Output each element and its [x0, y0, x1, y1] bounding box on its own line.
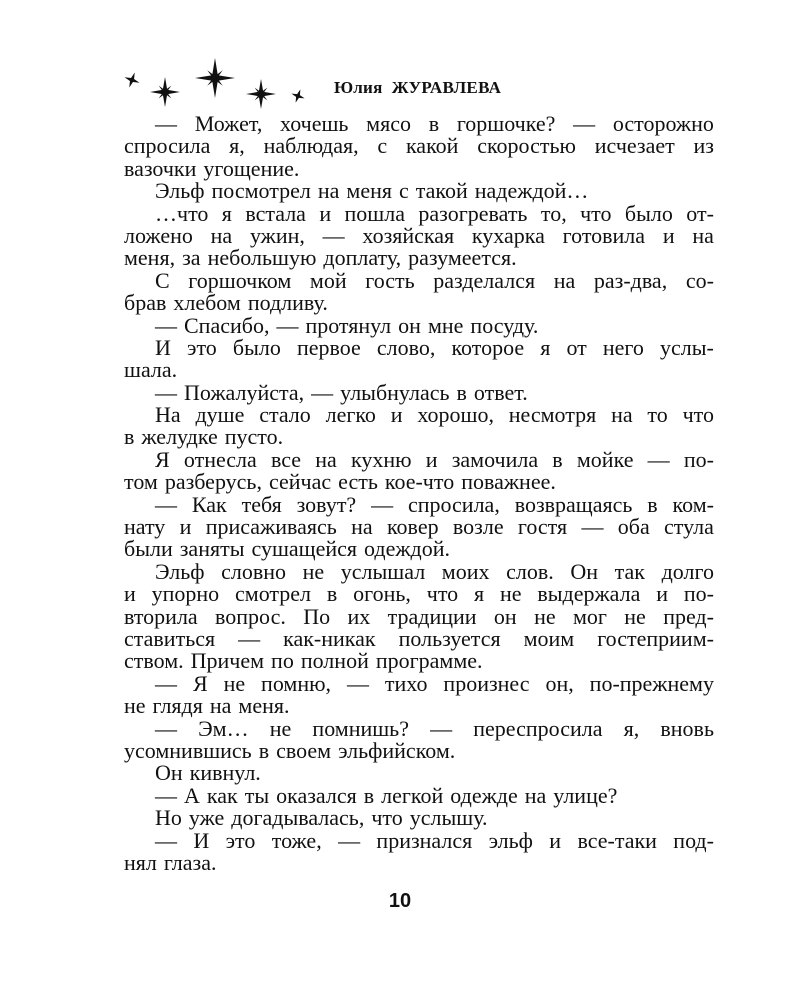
text-line: — Я не помню, — тихо произнес он, по-прежнему: [155, 670, 714, 696]
star-icon: [150, 77, 180, 107]
text-line: Я отнесла все на кухню и замочила в мойке — по-: [155, 446, 714, 472]
stars-ornament-icon: [120, 58, 320, 114]
text-line: том разберусь, сейчас есть кое-что поважнее.: [124, 469, 556, 495]
star-icon: [122, 70, 143, 91]
text-line: ством. Причем по полной программе.: [124, 648, 483, 674]
text-line: усомнившись в своем эльфийском.: [124, 737, 456, 763]
text-line: На душе стало легко и хорошо, несмотря на то что: [155, 402, 714, 428]
page-number: 10: [388, 890, 412, 912]
text-line: брав хлебом подливу.: [124, 290, 328, 316]
text-line: спросила я, наблюдая, с какой скоростью исчезает из: [124, 133, 714, 159]
star-icon: [289, 87, 307, 105]
body-text: [124, 113, 714, 874]
text-line: Эльф словно не услышал моих слов. Он так долго: [155, 558, 714, 584]
text-line: — Пожалуйста, — улыбнулась в ответ.: [155, 379, 528, 405]
running-header: [120, 58, 680, 114]
text-line: вторила вопрос. По их традиции он не мог не пред-: [124, 603, 714, 629]
star-icon: [195, 58, 235, 98]
text-line: ставиться — как-никак пользуется моим гостеприим-: [124, 625, 714, 651]
text-line: — Как тебя зовут? — спросила, возвращаясь в ком-: [155, 491, 714, 517]
text-line: Но уже догадывалась, что услышу.: [155, 805, 488, 831]
text-line: не глядя на меня.: [124, 693, 290, 719]
text-line: — Эм… не помнишь? — переспросила я, вновь: [155, 715, 714, 741]
text-line: Он кивнул.: [155, 760, 261, 786]
text-line: — И это тоже, — признался эльф и все-таки под-: [155, 827, 714, 853]
text-line: были заняты сушащейся одеждой.: [124, 536, 451, 562]
author-name: Юлия ЖУРАВЛЕВА: [334, 78, 502, 97]
text-line: вазочки угощение.: [124, 155, 300, 181]
text-line: — Спасибо, — протянул он мне посуду.: [155, 312, 539, 338]
text-line: Эльф посмотрел на меня с такой надеждой…: [155, 178, 589, 204]
text-line: нату и присаживаясь на ковер возле гостя — оба стула: [124, 514, 714, 540]
text-line: меня, за небольшую доплату, разумеется.: [124, 245, 517, 271]
text-line: И это было первое слово, которое я от него услы-: [155, 334, 714, 360]
text-line: — Может, хочешь мясо в горшочке? — осторожно: [155, 111, 714, 136]
text-line: ложено на ужин, — хозяйская кухарка готовила и на: [124, 222, 714, 248]
text-line: и упорно смотрел в огонь, что я не выдержала и по-: [124, 581, 714, 607]
text-line: — А как ты оказался в легкой одежде на улице?: [155, 782, 618, 808]
text-line: в желудке пусто.: [124, 424, 284, 450]
text-line: С горшочком мой гость разделался на раз-два, со-: [155, 267, 714, 293]
text-line: шала.: [124, 357, 178, 383]
star-icon: [246, 79, 276, 109]
text-line: …что я встала и пошла разогревать то, что было от-: [155, 200, 714, 226]
text-line: нял глаза.: [124, 849, 217, 875]
